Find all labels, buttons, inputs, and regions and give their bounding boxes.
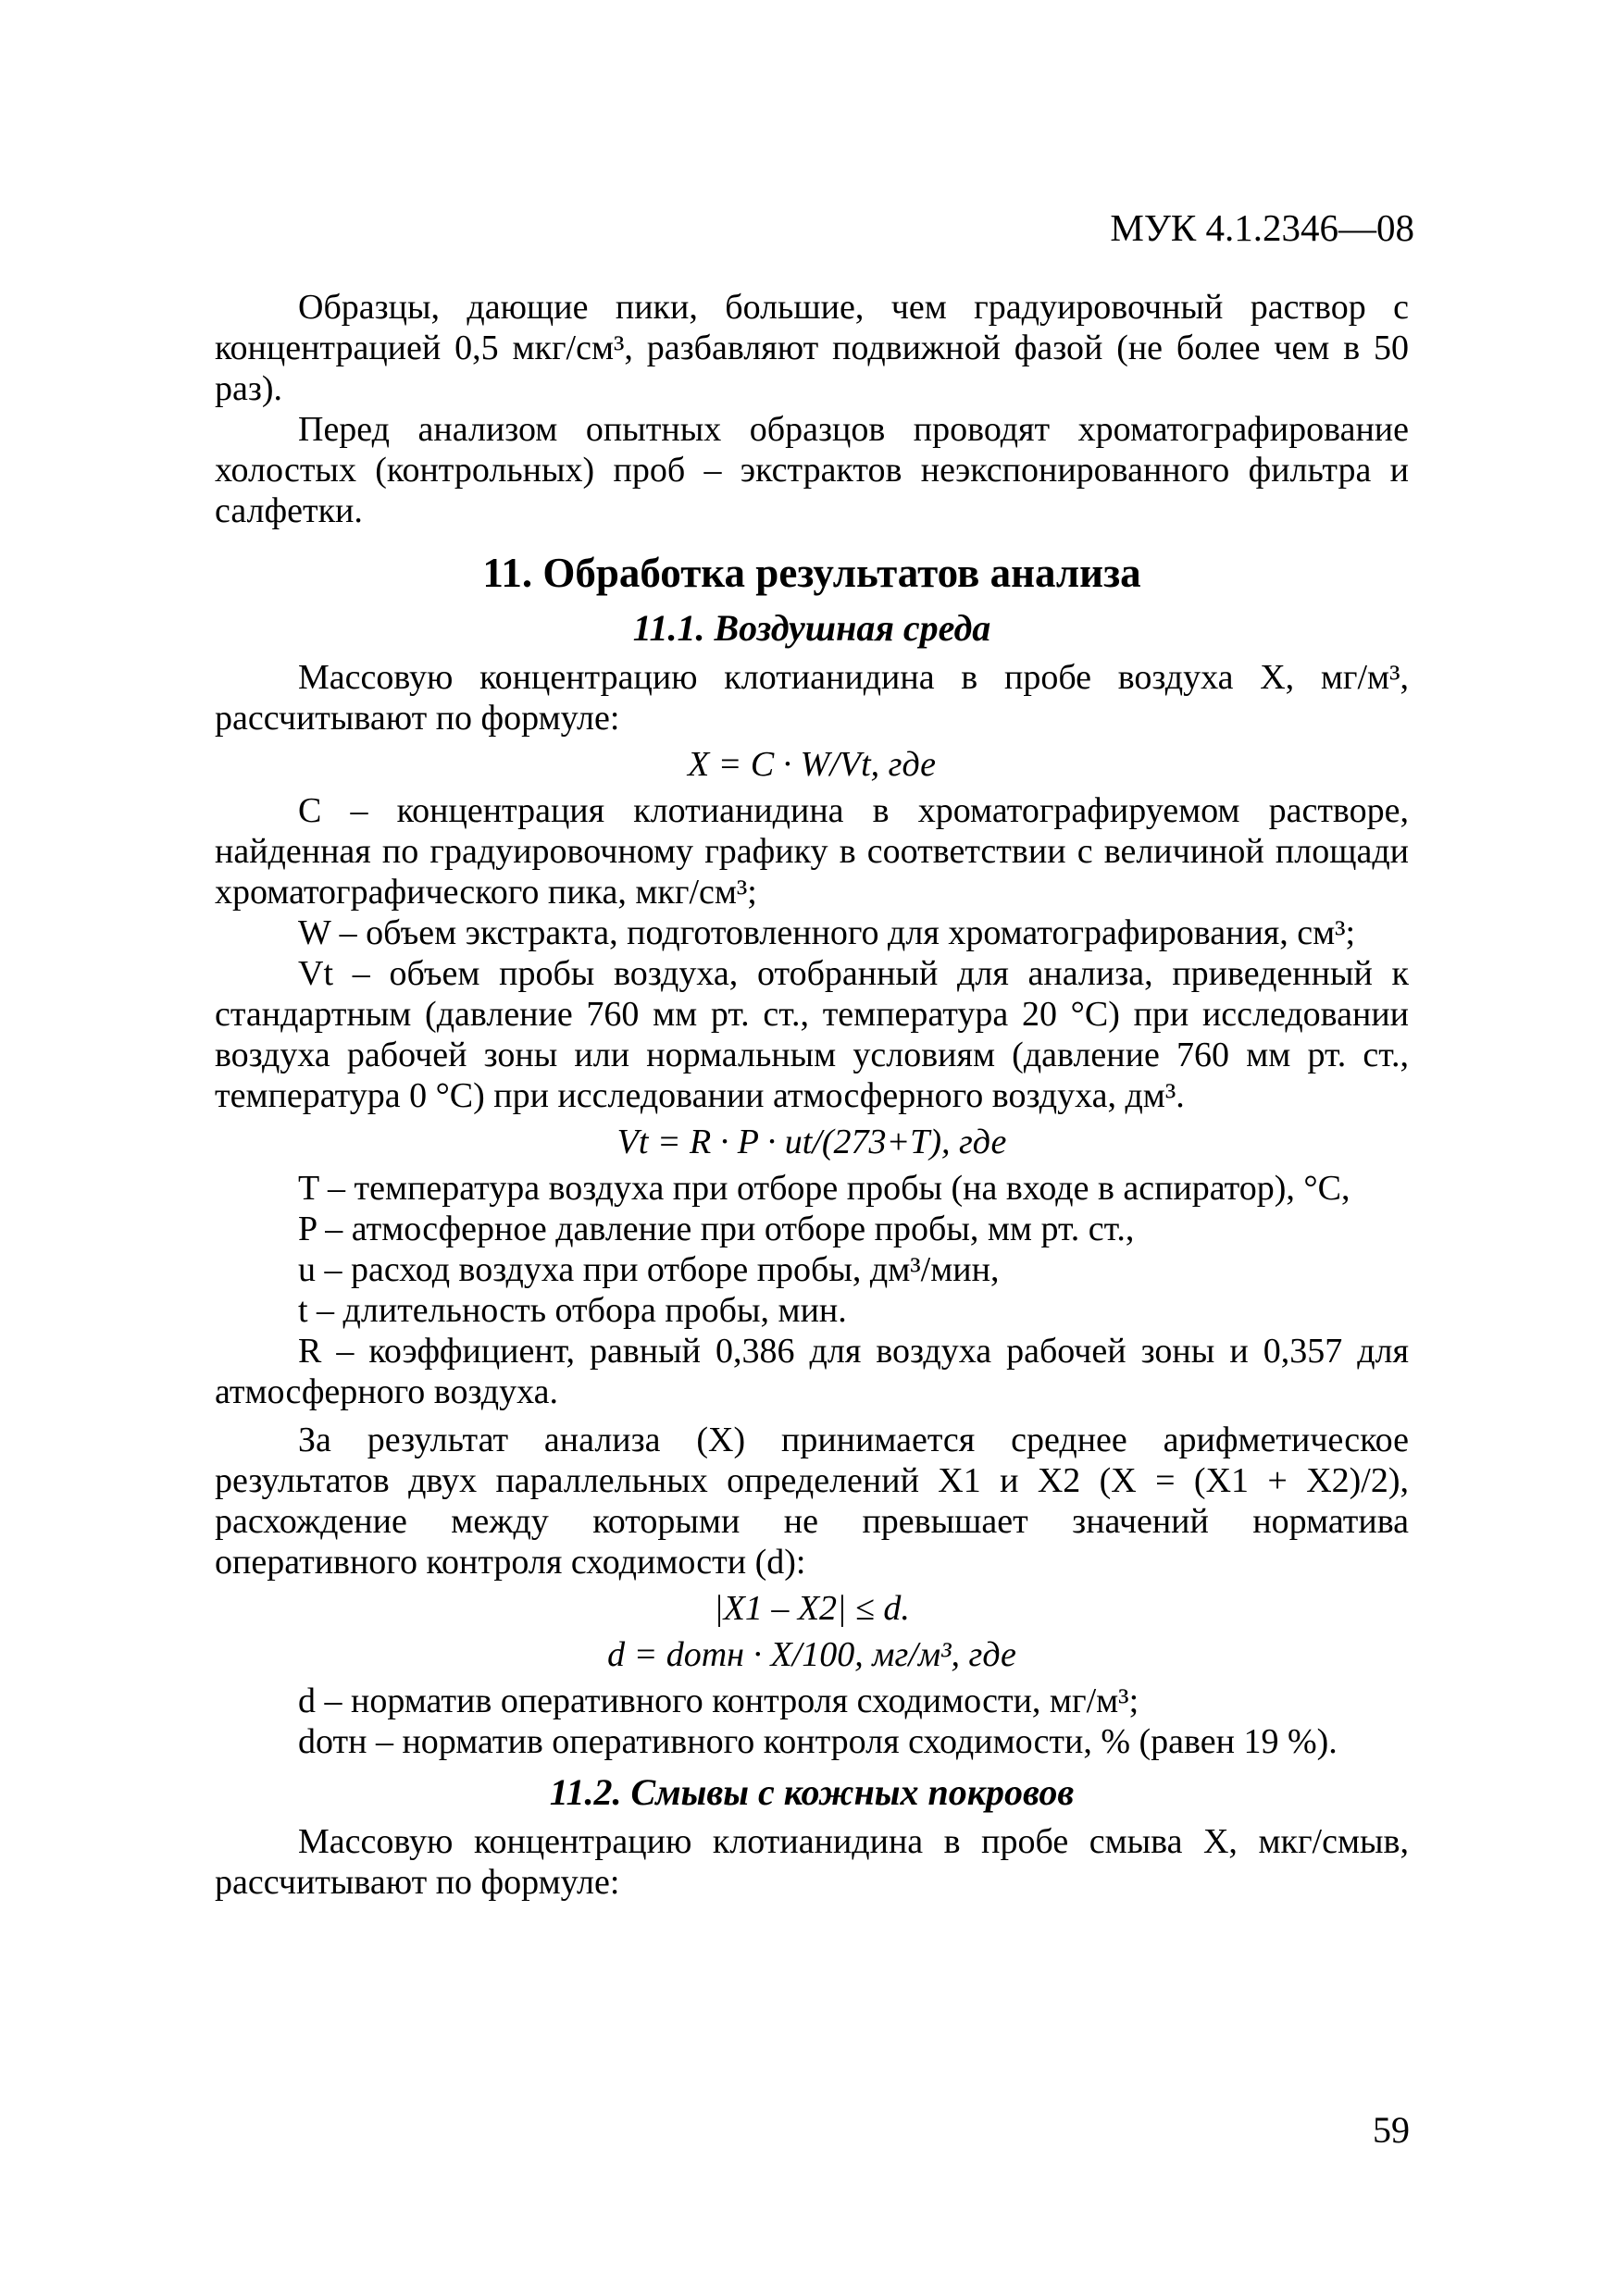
paragraph-skin-intro: Массовую концентрацию клотианидина в пробе смыва X, мкг/смыв, рассчитывают по формуле:	[215, 1822, 1409, 1902]
definition-d-rel: dотн – норматив оперативного контроля сходимости, % (равен 19 %).	[298, 1722, 1338, 1761]
definition-c: C – концентрация клотианидина в хроматографируемом растворе, найденная по градуировочному графику в соответствии с величиной площади хроматографического пика, мкг/см³;	[215, 791, 1409, 912]
section-title: 11. Обработка результатов анализа	[482, 550, 1141, 596]
formula-x: X = C · W/Vt, где	[687, 745, 937, 784]
subsection-title-air: 11.1. Воздушная среда	[632, 607, 991, 649]
paragraph-blank-samples: Перед анализом опытных образцов проводят хроматографирование холостых (контрольных) проб – экстрактов неэкспонированного фильтра и салфетки.	[215, 410, 1409, 530]
definition-t: T – температура воздуха при отборе пробы (на входе в аспиратор), °С,	[298, 1169, 1350, 1208]
definition-p: P – атмосферное давление при отборе пробы, мм рт. ст.,	[298, 1210, 1135, 1248]
formula-vt: Vt = R · P · ut/(273+T), где	[616, 1123, 1007, 1161]
formula-convergence: |X1 – X2| ≤ d.	[714, 1589, 910, 1628]
definition-duration: t – длительность отбора пробы, мин.	[298, 1291, 847, 1330]
paragraph-air-intro: Массовую концентрацию клотианидина в пробе воздуха X, мг/м³, рассчитывают по формуле:	[215, 658, 1409, 738]
page-number: 59	[1373, 2109, 1410, 2151]
page-body	[215, 287, 1409, 1903]
formula-d: d = dотн · X/100, мг/м³, где	[607, 1635, 1016, 1674]
definition-u: u – расход воздуха при отборе пробы, дм³/мин,	[298, 1250, 1000, 1289]
paragraph-result: За результат анализа (X) принимается среднее арифметическое результатов двух параллельных определений X1 и X2 (X = (X1 + X2)/2), расхождение между которыми не превышает значений норматива оперативного контроля сходимости (d):	[215, 1421, 1409, 1582]
definition-vt: Vt – объем пробы воздуха, отобранный для анализа, приведенный к стандартным (давление 760 мм рт. ст., температура 20 °С) при исследовании воздуха рабочей зоны или нормальным условиям (давление 760 мм рт. ст., температура 0 °С) при исследовании атмосферного воздуха, дм³.	[215, 954, 1409, 1115]
subsection-title-skin: 11.2. Смывы с кожных покровов	[549, 1771, 1075, 1813]
document-code-header: МУК 4.1.2346—08	[1110, 206, 1414, 249]
paragraph-dilution: Образцы, дающие пики, большие, чем градуировочный раствор с концентрацией 0,5 мкг/см³, разбавляют подвижной фазой (не более чем в 50 раз).	[215, 288, 1409, 408]
definition-d: d – норматив оперативного контроля сходимости, мг/м³;	[298, 1682, 1139, 1720]
definition-w: W – объем экстракта, подготовленного для хроматографирования, см³;	[298, 913, 1356, 952]
definition-r: R – коэффициент, равный 0,386 для воздуха рабочей зоны и 0,357 для атмосферного воздуха.	[215, 1332, 1409, 1411]
